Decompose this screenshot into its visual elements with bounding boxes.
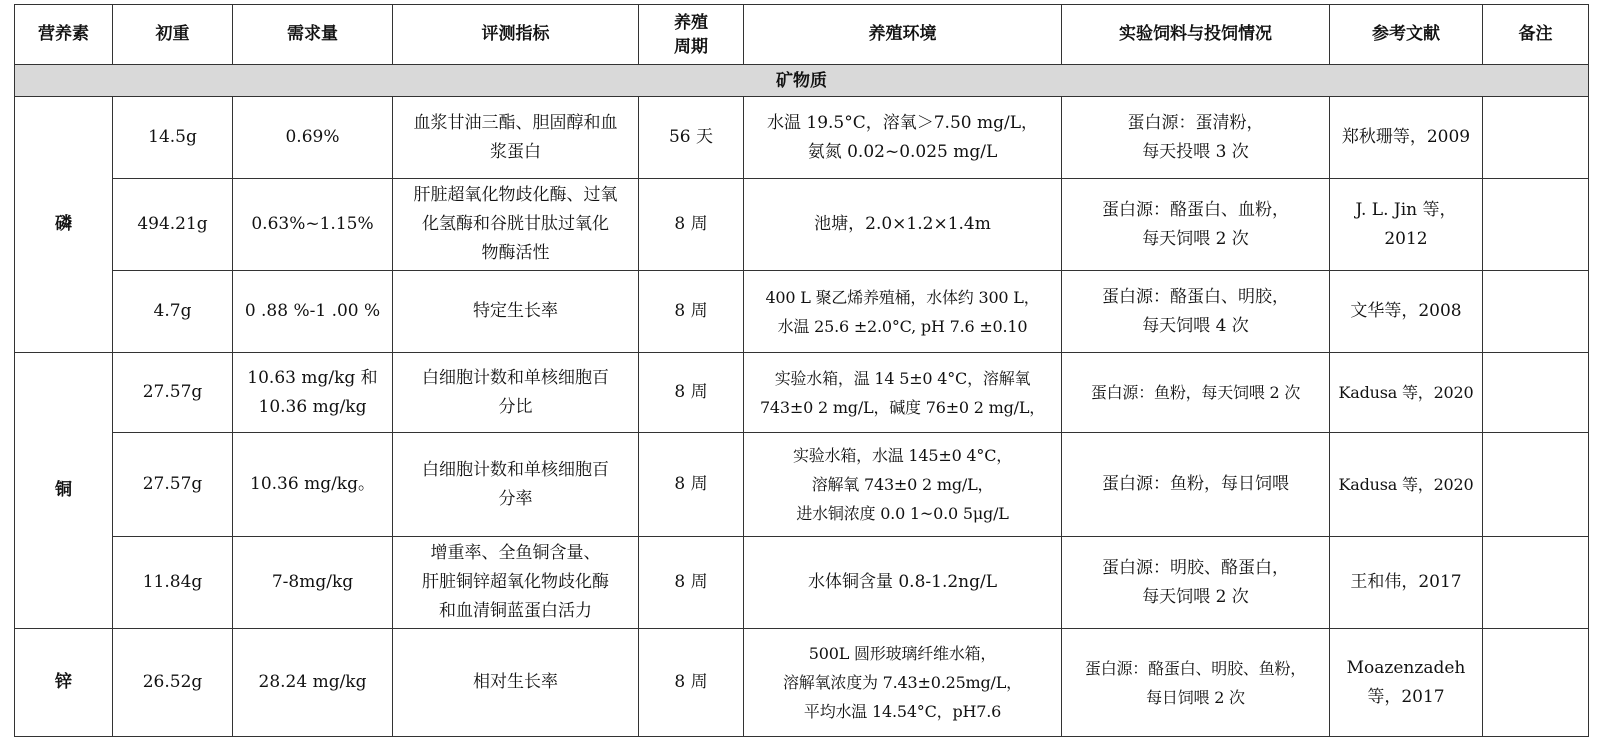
note-cell — [1483, 629, 1589, 737]
header-reference: 参考文献 — [1330, 5, 1483, 65]
weight-cell: 11.84g — [113, 537, 233, 629]
environment-cell: 500L 圆形玻璃纤维水箱， 溶解氧浓度为 7.43±0.25mg/L， 平均水温 14.54°C，pH7.6 — [744, 629, 1062, 737]
requirement-cell: 0 .88 %-1 .00 % — [233, 271, 393, 353]
weight-cell: 494.21g — [113, 179, 233, 271]
reference-cell: Kadusa 等，2020 — [1330, 353, 1483, 433]
reference-cell: Kadusa 等，2020 — [1330, 433, 1483, 537]
requirement-cell: 10.63 mg/kg 和 10.36 mg/kg — [233, 353, 393, 433]
nutrient-cell: 磷 — [15, 97, 113, 353]
header-period: 养殖 周期 — [639, 5, 744, 65]
header-requirement: 需求量 — [233, 5, 393, 65]
period-cell: 8 周 — [639, 537, 744, 629]
table-row — [15, 179, 1589, 271]
reference-cell: J. L. Jin 等， 2012 — [1330, 179, 1483, 271]
table-row — [15, 629, 1589, 737]
section-row — [15, 65, 1589, 97]
header-note: 备注 — [1483, 5, 1589, 65]
period-cell: 8 周 — [639, 271, 744, 353]
header-nutrient: 营养素 — [15, 5, 113, 65]
note-cell — [1483, 271, 1589, 353]
table-row — [15, 353, 1589, 433]
table-row — [15, 433, 1589, 537]
environment-cell: 实验水箱，水温 145±0 4°C， 溶解氧 743±0 2 mg/L， 进水铜浓度 0.0 1~0.0 5μg/L — [744, 433, 1062, 537]
nutrient-cell: 锌 — [15, 629, 113, 737]
weight-cell: 26.52g — [113, 629, 233, 737]
feed-cell: 蛋白源：酪蛋白、明胶， 每天饲喂 4 次 — [1062, 271, 1330, 353]
note-cell — [1483, 537, 1589, 629]
indicator-cell: 增重率、全鱼铜含量、 肝脏铜锌超氧化物歧化酶 和血清铜蓝蛋白活力 — [393, 537, 639, 629]
reference-cell: Moazenzadeh 等，2017 — [1330, 629, 1483, 737]
note-cell — [1483, 353, 1589, 433]
reference-cell: 文华等，2008 — [1330, 271, 1483, 353]
environment-cell: 池塘，2.0×1.2×1.4m — [744, 179, 1062, 271]
environment-cell: 实验水箱，温 14 5±0 4°C，溶解氧 743±0 2 mg/L，碱度 76±0 2 mg/L， — [744, 353, 1062, 433]
feed-cell: 蛋白源：明胶、酪蛋白， 每天饲喂 2 次 — [1062, 537, 1330, 629]
feed-cell: 蛋白源：酪蛋白、血粉， 每天饲喂 2 次 — [1062, 179, 1330, 271]
weight-cell: 14.5g — [113, 97, 233, 179]
environment-cell: 水温 19.5°C，溶氧＞7.50 mg/L， 氨氮 0.02~0.025 mg/L — [744, 97, 1062, 179]
indicator-cell: 血浆甘油三酯、胆固醇和血 浆蛋白 — [393, 97, 639, 179]
reference-cell: 王和伟，2017 — [1330, 537, 1483, 629]
note-cell — [1483, 433, 1589, 537]
indicator-cell: 特定生长率 — [393, 271, 639, 353]
weight-cell: 27.57g — [113, 353, 233, 433]
period-cell: 8 周 — [639, 179, 744, 271]
weight-cell: 4.7g — [113, 271, 233, 353]
nutrient-requirement-table — [14, 4, 1589, 737]
requirement-cell: 28.24 mg/kg — [233, 629, 393, 737]
reference-cell: 郑秋珊等，2009 — [1330, 97, 1483, 179]
period-cell: 8 周 — [639, 629, 744, 737]
requirement-cell: 7-8mg/kg — [233, 537, 393, 629]
feed-cell: 蛋白源：酪蛋白、明胶、鱼粉， 每日饲喂 2 次 — [1062, 629, 1330, 737]
requirement-cell: 10.36 mg/kg。 — [233, 433, 393, 537]
indicator-cell: 相对生长率 — [393, 629, 639, 737]
note-cell — [1483, 97, 1589, 179]
header-initial-weight: 初重 — [113, 5, 233, 65]
header-indicator: 评测指标 — [393, 5, 639, 65]
table-row — [15, 97, 1589, 179]
header-environment: 养殖环境 — [744, 5, 1062, 65]
section-title: 矿物质 — [15, 65, 1589, 97]
indicator-cell: 白细胞计数和单核细胞百 分比 — [393, 353, 639, 433]
header-feed: 实验饲料与投饲情况 — [1062, 5, 1330, 65]
weight-cell: 27.57g — [113, 433, 233, 537]
note-cell — [1483, 179, 1589, 271]
period-cell: 56 天 — [639, 97, 744, 179]
table-row — [15, 537, 1589, 629]
feed-cell: 蛋白源：鱼粉，每日饲喂 — [1062, 433, 1330, 537]
environment-cell: 400 L 聚乙烯养殖桶，水体约 300 L， 水温 25.6 ±2.0°C, pH 7.6 ±0.10 — [744, 271, 1062, 353]
requirement-cell: 0.63%~1.15% — [233, 179, 393, 271]
table-row — [15, 271, 1589, 353]
feed-cell: 蛋白源：鱼粉，每天饲喂 2 次 — [1062, 353, 1330, 433]
header-row — [15, 5, 1589, 65]
indicator-cell: 白细胞计数和单核细胞百 分率 — [393, 433, 639, 537]
requirement-cell: 0.69% — [233, 97, 393, 179]
feed-cell: 蛋白源：蛋清粉， 每天投喂 3 次 — [1062, 97, 1330, 179]
period-cell: 8 周 — [639, 353, 744, 433]
indicator-cell: 肝脏超氧化物歧化酶、过氧 化氢酶和谷胱甘肽过氧化 物酶活性 — [393, 179, 639, 271]
nutrient-cell: 铜 — [15, 353, 113, 629]
environment-cell: 水体铜含量 0.8-1.2ng/L — [744, 537, 1062, 629]
period-cell: 8 周 — [639, 433, 744, 537]
